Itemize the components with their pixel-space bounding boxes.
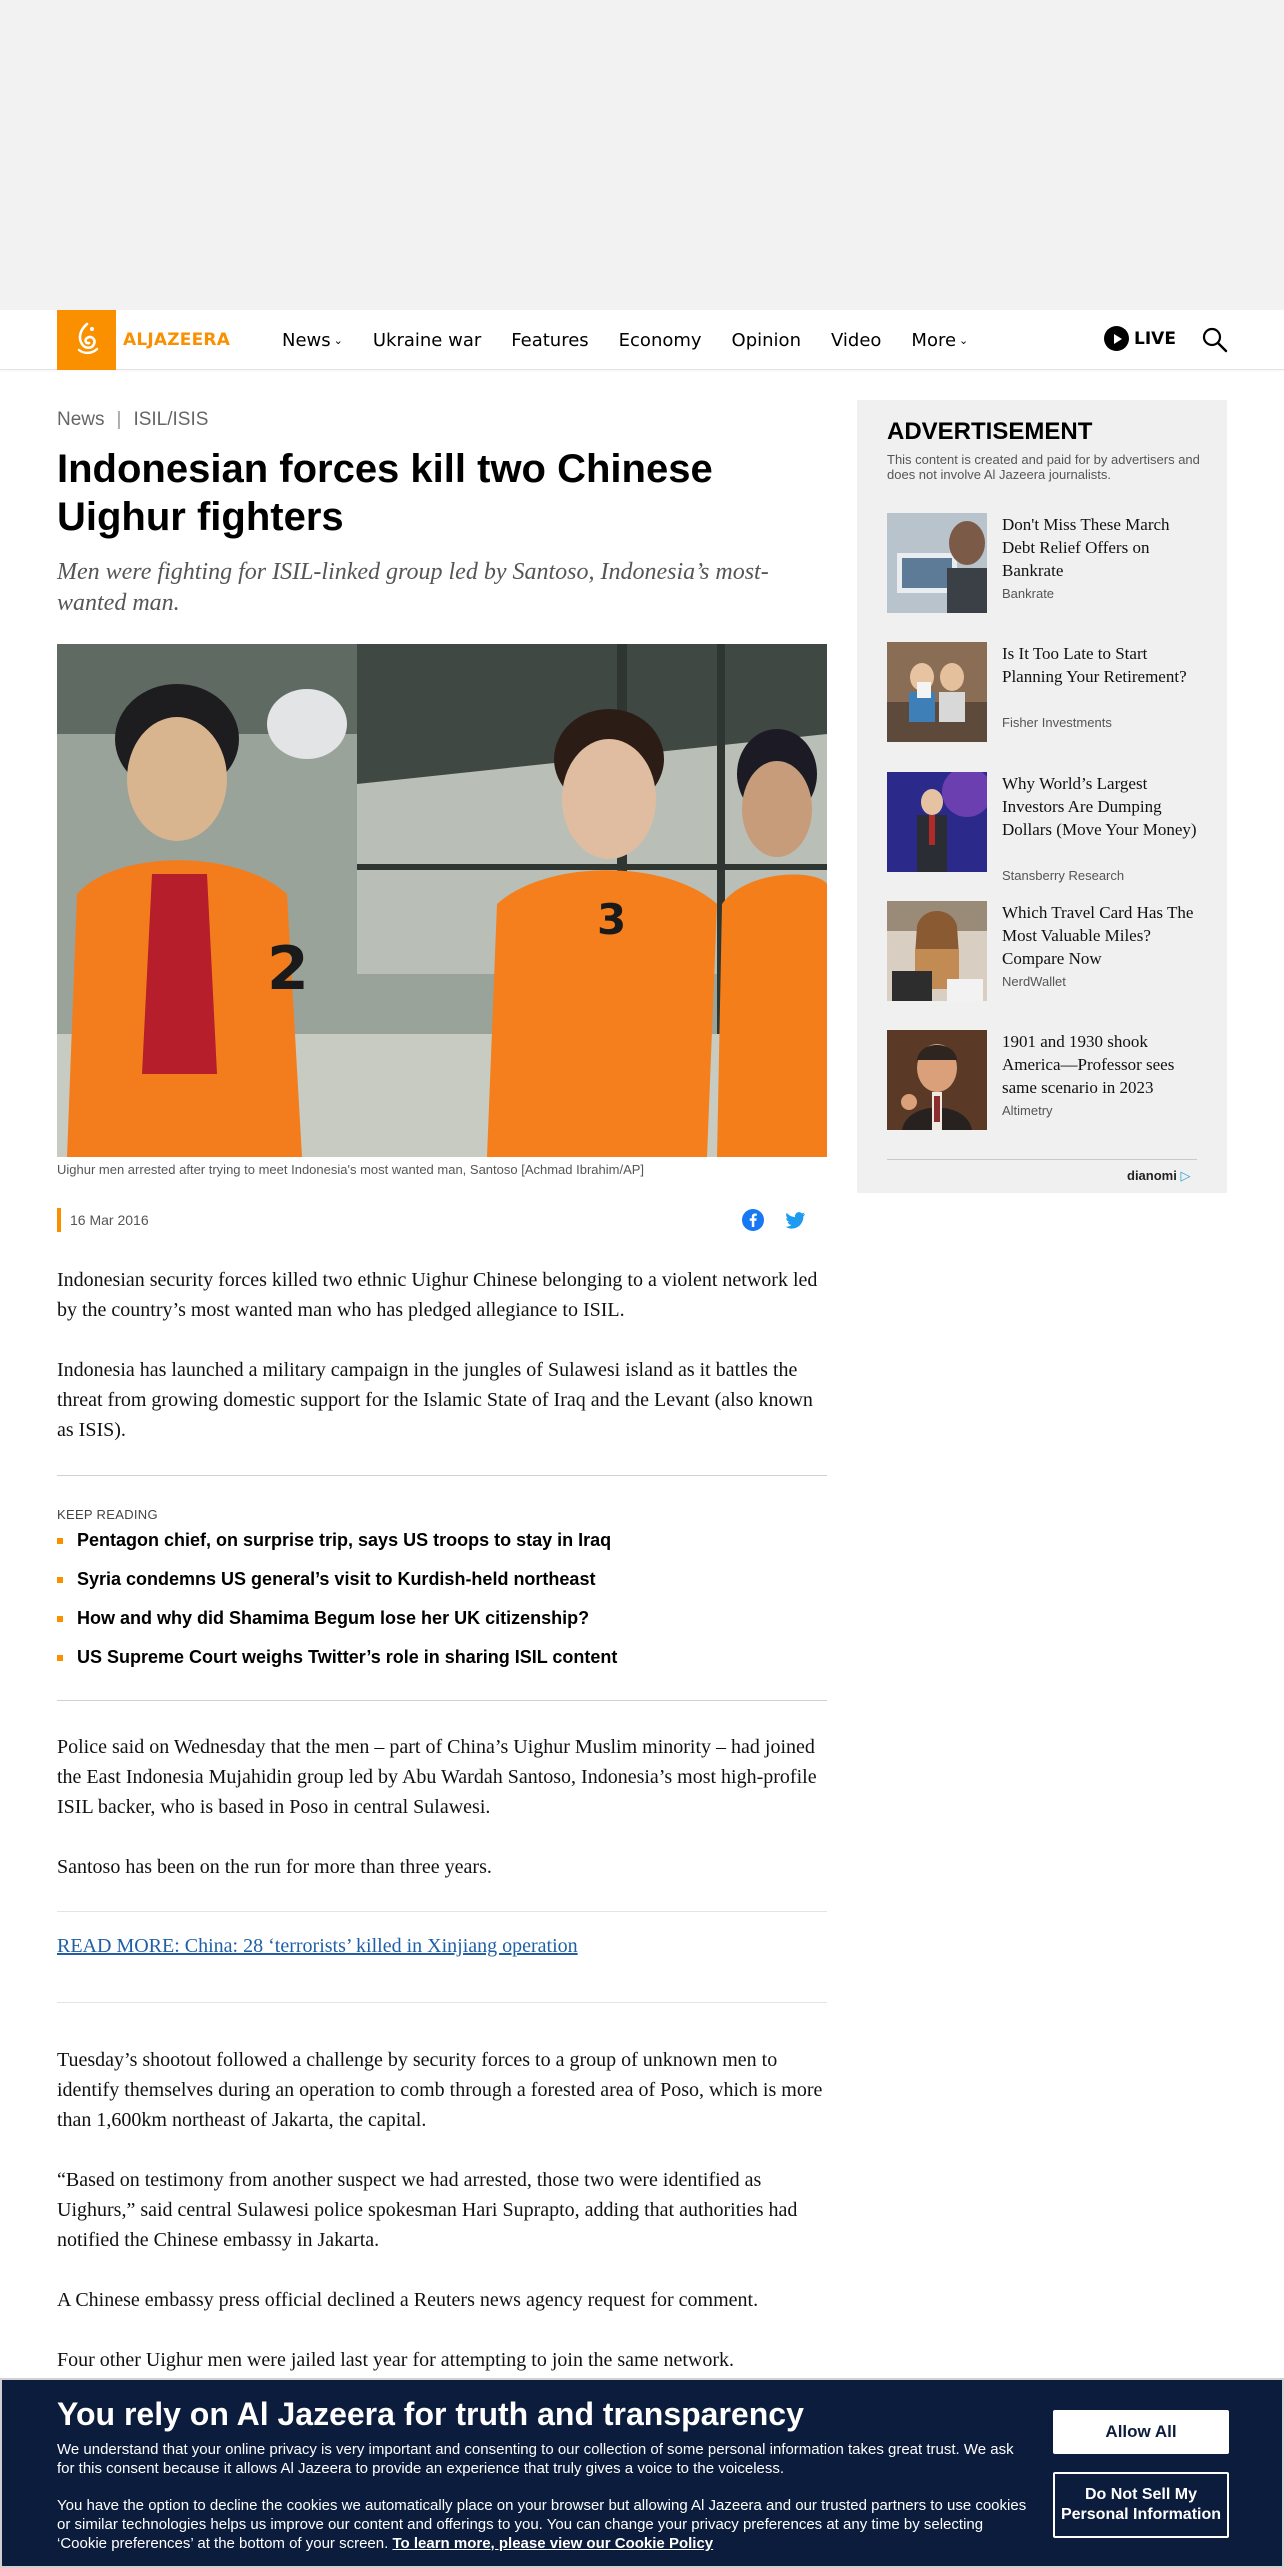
ad-choices-icon: ▷ <box>1180 1168 1191 1183</box>
keep-reading-title: KEEP READING <box>57 1507 158 1522</box>
breadcrumb-topic[interactable]: ISIL/ISIS <box>133 409 209 430</box>
breadcrumb <box>57 400 827 440</box>
ad-thumbnail <box>887 772 987 872</box>
do-not-sell-button[interactable]: Do Not Sell My Personal Information <box>1053 2472 1229 2538</box>
ad-thumbnail <box>887 642 987 742</box>
ad-headline: Why World’s Largest Investors Are Dumping Dollars (Move Your Money) <box>1002 774 1197 839</box>
sidebar-advertisement <box>857 400 1227 1193</box>
ad-headline: Don't Miss These March Debt Relief Offers on Bankrate <box>1002 515 1170 580</box>
nav-label: Ukraine war <box>372 329 482 351</box>
consent-text-body: You have the option to decline the cookies we automatically place on your browser but allowing Al Jazeera and our trusted partners to use cookies or similar technologies helps us improve our content and offerings to you. You can change your privacy preferences at any time by selecting ‘Cookie preferences’ at the bottom of your screen. <box>57 2497 1027 2552</box>
keep-reading-label: Pentagon chief, on surprise trip, says US troops to stay in Iraq <box>77 1530 612 1550</box>
article-paragraph: Indonesian security forces killed two ethnic Uighur Chinese belonging to a violent network led by the country’s most wanted man who has pledged allegiance to ISIL. <box>57 1269 818 1321</box>
twitter-icon[interactable] <box>783 1208 807 1237</box>
article-subhead: Men were fighting for ISIL-linked group led by Santoso, Indonesia’s most-wanted man. <box>57 559 769 616</box>
dianomi-logo[interactable] <box>1127 1168 1190 1184</box>
divider <box>887 1159 1197 1160</box>
nav-item-video[interactable] <box>831 330 881 351</box>
article-paragraph: “Based on testimony from another suspect we had arrested, those two were identified as Uighurs,” said central Sulawesi police spokesman Hari Suprapto, adding that authorities had notified the Chinese embassy in Jakarta. <box>57 2169 798 2251</box>
advertisement-title: ADVERTISEMENT <box>887 418 1093 445</box>
keep-reading-link[interactable] <box>57 1569 595 1590</box>
publish-date: 16 Mar 2016 <box>70 1212 149 1228</box>
keep-reading-label: How and why did Shamima Begum lose her UK citizenship? <box>77 1608 590 1628</box>
site-header <box>0 310 1284 370</box>
nav-label: Features <box>511 329 589 351</box>
chevron-down-icon: ⌄ <box>959 333 969 347</box>
ad-item[interactable] <box>887 513 1207 613</box>
bullet-icon <box>57 1577 63 1583</box>
keep-reading-link[interactable] <box>57 1530 611 1551</box>
nav-item-features[interactable] <box>511 330 588 351</box>
breadcrumb-separator: | <box>116 409 122 430</box>
nav-label: Video <box>830 329 882 351</box>
ad-source: Bankrate <box>1002 586 1055 601</box>
nav-item-more[interactable] <box>911 330 968 351</box>
bullet-icon <box>57 1538 63 1544</box>
nav-item-ukraine-war[interactable] <box>373 330 481 351</box>
bullet-icon <box>57 1616 63 1622</box>
article-byline <box>57 1208 827 1232</box>
consent-title: You rely on Al Jazeera for truth and transparency <box>57 2396 804 2432</box>
nav-label: News <box>282 329 331 351</box>
article-paragraph: Santoso has been on the run for more than three years. <box>57 1856 492 1878</box>
ad-source: Fisher Investments <box>1002 715 1112 730</box>
ad-item[interactable] <box>887 1030 1207 1130</box>
consent-text: We understand that your online privacy is very important and consenting to our collection of some personal information takes great trust. We ask for this consent because it allows Al Jazeera to provide an experience that truly gives a voice to the voiceless. <box>57 2441 1014 2477</box>
read-more-link[interactable]: READ MORE: China: 28 ‘terrorists’ killed in Xinjiang operation <box>57 1935 578 1957</box>
ad-item[interactable] <box>887 642 1207 742</box>
ad-thumbnail <box>887 513 987 613</box>
keep-reading-link[interactable] <box>57 1608 589 1629</box>
keep-reading-link[interactable] <box>57 1647 617 1668</box>
chevron-down-icon: ⌄ <box>333 333 343 347</box>
ad-thumbnail <box>887 1030 987 1130</box>
facebook-icon[interactable] <box>741 1208 765 1237</box>
ad-source: NerdWallet <box>1002 974 1066 989</box>
article-headline: Indonesian forces kill two Chinese Uighur fighters <box>57 447 713 539</box>
nav-label: More <box>911 329 957 351</box>
ad-item[interactable] <box>887 901 1207 1001</box>
advertisement-note: This content is created and paid for by advertisers and does not involve Al Jazeera journalists. <box>887 452 1200 482</box>
live-label: LIVE <box>1134 328 1176 349</box>
nav-label: Opinion <box>731 329 801 351</box>
nav-item-news[interactable] <box>282 330 343 351</box>
divider <box>57 1911 827 1912</box>
keep-reading-label: US Supreme Court weighs Twitter’s role in sharing ISIL content <box>77 1647 618 1667</box>
cookie-consent-banner <box>0 2378 1284 2568</box>
article-paragraph: A Chinese embassy press official declined a Reuters news agency request for comment. <box>57 2289 759 2311</box>
ad-headline: Is It Too Late to Start Planning Your Retirement? <box>1002 644 1187 686</box>
ad-item[interactable] <box>887 772 1207 883</box>
ad-headline: Which Travel Card Has The Most Valuable Miles? Compare Now <box>1002 903 1194 968</box>
breadcrumb-news[interactable]: News <box>57 409 105 430</box>
nav-item-economy[interactable] <box>619 330 702 351</box>
cookie-policy-link[interactable]: To learn more, please view our Cookie Policy <box>392 2535 714 2552</box>
article <box>57 400 827 2371</box>
date-accent-bar <box>57 1208 61 1232</box>
consent-text <box>57 2496 1032 2553</box>
top-ad-banner <box>0 0 1284 310</box>
ad-thumbnail <box>887 901 987 1001</box>
brand-label: dianomi <box>1127 1168 1177 1183</box>
allow-all-button[interactable]: Allow All <box>1053 2410 1229 2454</box>
keep-reading-label: Syria condemns US general’s visit to Kurdish-held northeast <box>77 1569 596 1589</box>
article-paragraph: Tuesday’s shootout followed a challenge by security forces to a group of unknown men to identify themselves during an operation to comb through a forested area of Poso, which is more than 1,600km northeast of Jakarta, the capital. <box>57 2049 823 2131</box>
play-icon <box>1104 326 1129 351</box>
logo-wordmark[interactable]: ALJAZEERA <box>123 330 231 350</box>
photo-caption: Uighur men arrested after trying to meet Indonesia's most wanted man, Santoso [Achmad Ibrahim/AP] <box>57 1162 645 1177</box>
divider <box>57 1475 827 1476</box>
ad-source: Altimetry <box>1002 1103 1053 1118</box>
aljazeera-logo-icon[interactable] <box>57 310 116 370</box>
live-button[interactable] <box>1104 326 1176 351</box>
main-nav <box>282 310 998 370</box>
ad-source: Stansberry Research <box>1002 868 1125 883</box>
nav-item-opinion[interactable] <box>732 330 801 351</box>
article-paragraph: Indonesia has launched a military campaign in the jungles of Sulawesi island as it battles the threat from growing domestic support for the Islamic State of Iraq and the Levant (also known as ISIS). <box>57 1359 813 1441</box>
article-paragraph: Police said on Wednesday that the men – part of China’s Uighur Muslim minority – had joined the East Indonesia Mujahidin group led by Abu Wardah Santoso, Indonesia’s most high-profile ISIL backer, who is based in Poso in central Sulawesi. <box>57 1736 817 1818</box>
hero-photo <box>57 644 827 1157</box>
article-paragraph: Four other Uighur men were jailed last year for attempting to join the same network. <box>57 2349 735 2371</box>
divider <box>57 2002 827 2003</box>
svg-text:2: 2 <box>267 934 309 1004</box>
ad-headline: 1901 and 1930 shook America—Professor sees same scenario in 2023 <box>1002 1032 1175 1097</box>
svg-text:3: 3 <box>597 895 627 944</box>
divider <box>57 1700 827 1701</box>
nav-label: Economy <box>618 329 702 351</box>
bullet-icon <box>57 1655 63 1661</box>
search-icon[interactable] <box>1200 325 1230 355</box>
